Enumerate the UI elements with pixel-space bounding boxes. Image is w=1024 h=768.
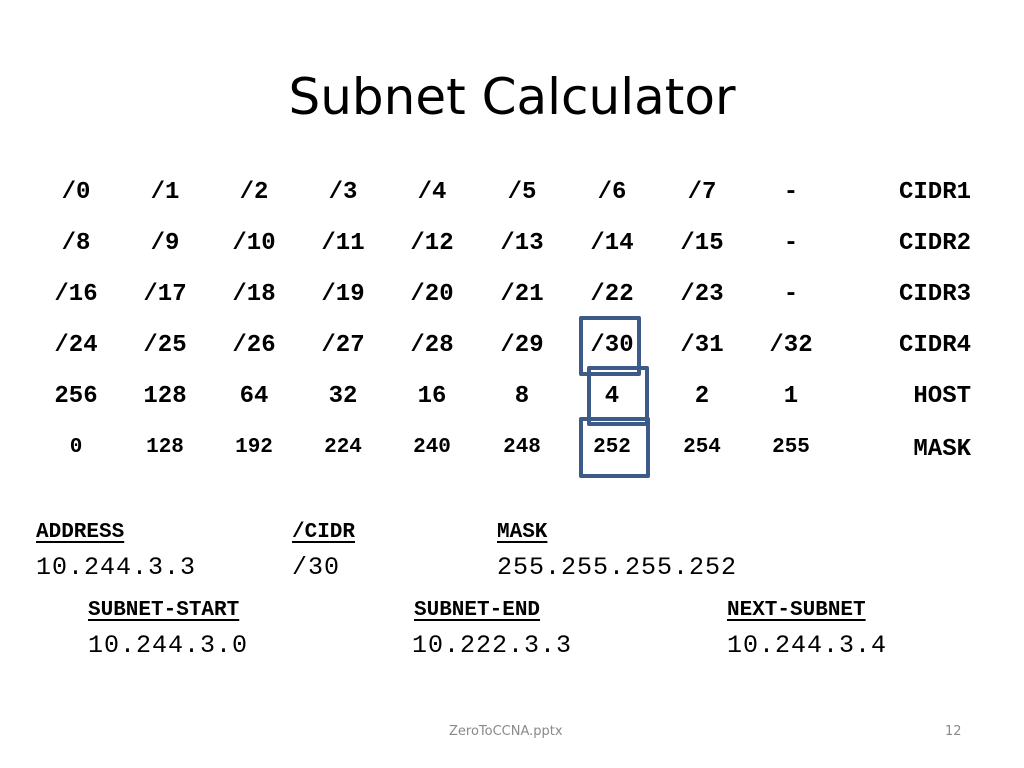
table-cell: /12 (410, 230, 454, 257)
subnet-end-label: SUBNET-END (414, 599, 541, 622)
table-cell: 2 (694, 383, 710, 410)
table-cell: /20 (410, 281, 454, 308)
cidr-value: /30 (292, 553, 341, 582)
row-label: CIDR2 (898, 230, 971, 257)
table-cell: /17 (143, 281, 187, 308)
table-cell: /24 (54, 332, 98, 359)
table-cell: /22 (590, 281, 634, 308)
table-cell: 256 (54, 383, 98, 410)
page-number: 12 (945, 724, 962, 739)
table-cell: 8 (514, 383, 530, 410)
row-label: CIDR4 (898, 332, 971, 359)
next-subnet-label: NEXT-SUBNET (727, 599, 866, 622)
table-cell: /7 (687, 179, 717, 206)
table-cell: /25 (143, 332, 187, 359)
table-cell: /29 (500, 332, 544, 359)
table-cell: /16 (54, 281, 98, 308)
table-cell: /23 (680, 281, 724, 308)
table-cell: 128 (146, 436, 184, 459)
table-cell: /2 (239, 179, 269, 206)
next-subnet-value: 10.244.3.4 (727, 631, 888, 660)
cidr-label: /CIDR (292, 521, 356, 544)
subnet-start-label: SUBNET-START (88, 599, 240, 622)
table-cell: /13 (500, 230, 544, 257)
table-cell: /9 (150, 230, 180, 257)
table-cell: 224 (324, 436, 362, 459)
row-label: CIDR3 (898, 281, 971, 308)
subnet-end-value: 10.222.3.3 (412, 631, 573, 660)
mask-label: MASK (497, 521, 548, 544)
table-cell: /18 (232, 281, 276, 308)
subnet-start-value: 10.244.3.0 (88, 631, 249, 660)
row-label: MASK (913, 436, 971, 463)
table-cell: /1 (150, 179, 180, 206)
highlight-box-mask (579, 417, 650, 478)
table-cell: /26 (232, 332, 276, 359)
table-cell: 192 (235, 436, 273, 459)
row-label: CIDR1 (898, 179, 971, 206)
table-cell: /31 (680, 332, 724, 359)
table-cell: /28 (410, 332, 454, 359)
table-cell: /21 (500, 281, 544, 308)
table-cell: 255 (772, 436, 810, 459)
table-cell: 64 (239, 383, 269, 410)
table-cell: /27 (321, 332, 365, 359)
table-cell: - (783, 281, 799, 308)
address-value: 10.244.3.3 (36, 553, 197, 582)
table-cell: - (783, 230, 799, 257)
table-cell: 1 (783, 383, 799, 410)
slide-title: Subnet Calculator (288, 68, 736, 126)
table-cell: 248 (503, 436, 541, 459)
table-cell: /30 (590, 332, 634, 359)
table-cell: 0 (69, 436, 83, 459)
row-label: HOST (913, 383, 971, 410)
table-cell: 16 (417, 383, 447, 410)
table-cell: /11 (321, 230, 365, 257)
table-cell: /6 (597, 179, 627, 206)
table-cell: /14 (590, 230, 634, 257)
table-cell: /32 (769, 332, 813, 359)
footer-filename: ZeroToCCNA.pptx (449, 724, 563, 739)
table-cell: /19 (321, 281, 365, 308)
address-label: ADDRESS (36, 521, 125, 544)
table-cell: /10 (232, 230, 276, 257)
table-cell: /3 (328, 179, 358, 206)
table-cell: /5 (507, 179, 537, 206)
table-cell: 128 (143, 383, 187, 410)
table-cell: 252 (593, 436, 631, 459)
table-cell: - (783, 179, 799, 206)
table-cell: /15 (680, 230, 724, 257)
table-cell: 254 (683, 436, 721, 459)
table-cell: 240 (413, 436, 451, 459)
table-cell: 32 (328, 383, 358, 410)
table-cell: /0 (61, 179, 91, 206)
mask-value: 255.255.255.252 (497, 553, 738, 582)
table-cell: /8 (61, 230, 91, 257)
table-cell: 4 (604, 383, 620, 410)
table-cell: /4 (417, 179, 447, 206)
